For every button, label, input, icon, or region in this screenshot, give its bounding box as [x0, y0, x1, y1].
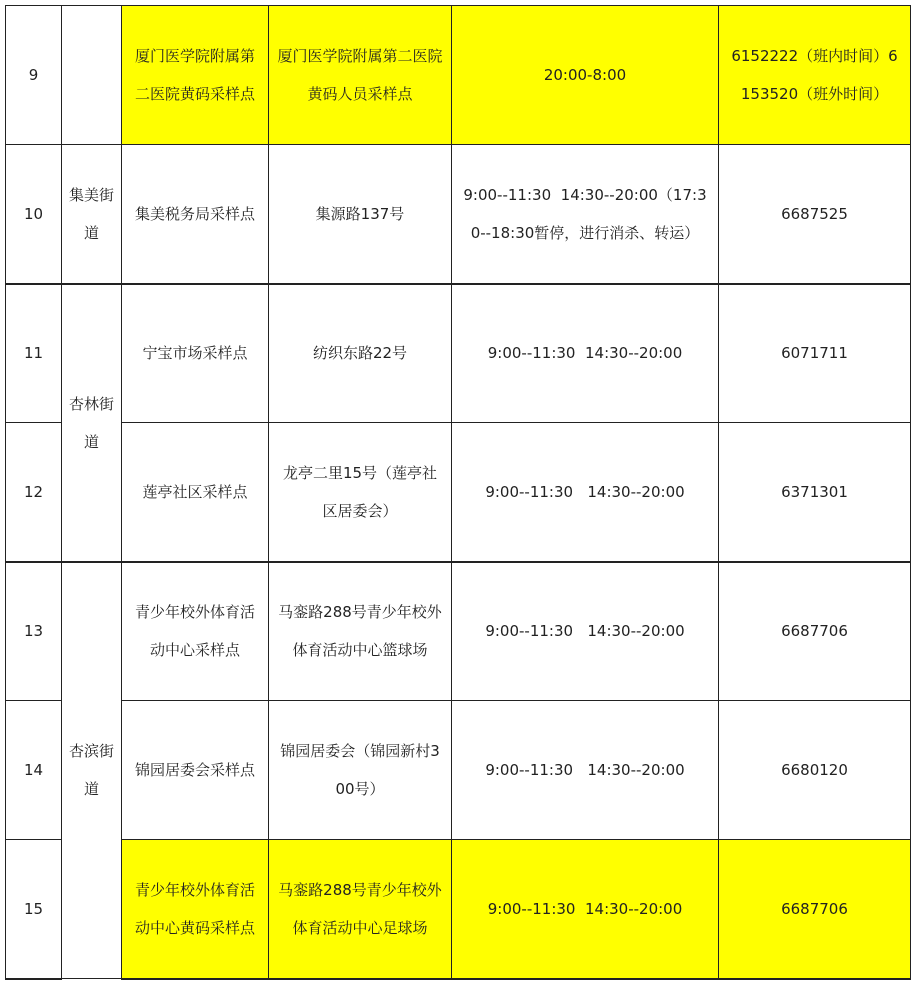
district-cell-empty [62, 6, 122, 145]
row-number: 11 [6, 284, 62, 423]
site-phone: 6371301 [719, 423, 911, 562]
table-row [6, 840, 911, 979]
site-name: 莲亭社区采样点 [122, 423, 269, 562]
table-row [6, 6, 911, 145]
site-address: 厦门医学院附属第二医院黄码人员采样点 [269, 6, 452, 145]
site-name: 宁宝市场采样点 [122, 284, 269, 423]
table-row [6, 145, 911, 284]
sampling-sites-table [5, 5, 911, 980]
table-row [6, 284, 911, 423]
site-name: 青少年校外体育活动中心黄码采样点 [122, 840, 269, 979]
site-hours: 9:00--11:30 14:30--20:00 [452, 701, 719, 840]
row-number: 10 [6, 145, 62, 284]
site-phone: 6687706 [719, 840, 911, 979]
district-jimei: 集美街道 [62, 145, 122, 284]
site-address: 马銮路288号青少年校外体育活动中心篮球场 [269, 562, 452, 701]
site-phone: 6687706 [719, 562, 911, 701]
site-name: 锦园居委会采样点 [122, 701, 269, 840]
site-hours: 9:00--11:30 14:30--20:00 [452, 284, 719, 423]
table-row [6, 423, 911, 562]
row-number: 12 [6, 423, 62, 562]
site-address: 锦园居委会（锦园新村300号） [269, 701, 452, 840]
site-phone: 6071711 [719, 284, 911, 423]
site-hours: 9:00--11:30 14:30--20:00（17:30--18:30暂停，进行消杀、转运） [452, 145, 719, 284]
site-name: 青少年校外体育活动中心采样点 [122, 562, 269, 701]
site-phone: 6687525 [719, 145, 911, 284]
site-phone: 6680120 [719, 701, 911, 840]
site-hours: 9:00--11:30 14:30--20:00 [452, 423, 719, 562]
row-number: 14 [6, 701, 62, 840]
site-name: 集美税务局采样点 [122, 145, 269, 284]
site-hours: 20:00-8:00 [452, 6, 719, 145]
district-xinglin: 杏林街道 [62, 284, 122, 562]
site-name: 厦门医学院附属第二医院黄码采样点 [122, 6, 269, 145]
site-address: 纺织东路22号 [269, 284, 452, 423]
table-row [6, 701, 911, 840]
site-address: 龙亭二里15号（莲亭社区居委会） [269, 423, 452, 562]
site-hours: 9:00--11:30 14:30--20:00 [452, 840, 719, 979]
district-xingbin: 杏滨街道 [62, 562, 122, 979]
table-row [6, 562, 911, 701]
site-phone: 6152222（班内时间）6153520（班外时间） [719, 6, 911, 145]
row-number: 13 [6, 562, 62, 701]
row-number: 15 [6, 840, 62, 979]
row-number: 9 [6, 6, 62, 145]
site-address: 集源路137号 [269, 145, 452, 284]
site-hours: 9:00--11:30 14:30--20:00 [452, 562, 719, 701]
site-address: 马銮路288号青少年校外体育活动中心足球场 [269, 840, 452, 979]
